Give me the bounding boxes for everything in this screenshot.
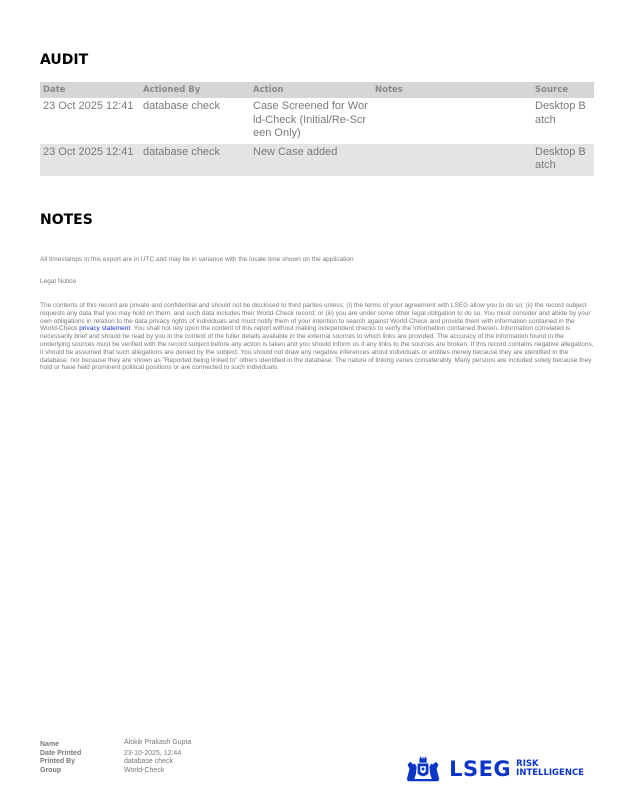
notes-heading: NOTES (40, 212, 93, 228)
cell-actioned-by: database check (140, 144, 250, 176)
cell-source: Desktop Batch (532, 144, 594, 176)
timezone-note: All timestamps in this export are in UTC and may be in variance with the locale time shown on the application (40, 256, 354, 263)
date-printed-value: 23-10-2025, 12:44 (124, 749, 182, 757)
legal-text-part-1: The contents of this record are private and confidential and should not be disclosed to third parties unless: (i) the terms of your agreement with LSEG allow you to do so; (ii) the record subject requests any data that you may hold on them, and such data includes their World-Check record; or (iii) you are under some other legal obligation to do so. You must consider and abide by your own obligations in relation to the data privacy rights of individuals and must notify them of your intention to search against World-Check and provide them with information contained in the World-Check (40, 302, 591, 333)
audit-table (40, 82, 594, 176)
legal-text-part-2: . You shall not rely upon the content of this report without making independent checks to verify the information contained therein. Information correlated is necessarily brief and should be read by you in the context of the fuller details available in the external sources to which links are provided. The accuracy of the information found in the underlying sources must be verified with the record subject before any action is taken and you should inform us if any links to the sources are broken. If this record contains negative allegations, it should be assumed that such allegations are denied by the subject. You should not draw any negative inferences about individuals or entities merely because they are identified in the database, nor because they are shown as "Reported being linked to" others identified in the database. The nature of linking varies considerably. Many persons are included solely because they hold or have held prominent political positions or are connected to such individuals. (40, 325, 594, 372)
cell-action: Case Screened for World-Check (Initial/Re-Screen Only) (253, 100, 368, 139)
legal-notice-label: Legal Notice (40, 278, 77, 285)
cell-source: Desktop Batch (535, 100, 586, 126)
logo-subtitle-line-1: RISK (516, 759, 539, 769)
privacy-statement-link[interactable]: privacy statement (79, 325, 131, 333)
column-header-notes: Notes (372, 82, 532, 98)
logo-subtitle-line-2: INTELLIGENCE (516, 768, 584, 778)
table-row (40, 98, 594, 144)
cell-date: 23 Oct 2025 12:41 (43, 100, 134, 112)
audit-header-row (40, 82, 594, 98)
cell-actioned-by: database check (143, 100, 221, 112)
column-header-action: Action (250, 82, 372, 98)
cell-action: New Case added (250, 144, 372, 176)
printed-by-value: database check (124, 758, 174, 766)
group-value: World-Check (124, 766, 165, 774)
table-row (40, 144, 594, 176)
print-details (40, 739, 244, 775)
cell-notes (372, 98, 532, 144)
group-label: Group (40, 766, 61, 774)
date-printed-label: Date Printed (40, 749, 82, 757)
printed-by-label: Printed By (40, 758, 76, 766)
logo-subtitle (516, 760, 584, 778)
cell-date: 23 Oct 2025 12:41 (40, 144, 140, 176)
column-header-source: Source (532, 82, 594, 98)
lseg-logo (404, 755, 584, 783)
cell-notes (372, 144, 532, 176)
column-header-date: Date (40, 82, 140, 98)
legal-notice-text (40, 302, 594, 372)
name-label: Name (40, 741, 60, 748)
lion-unicorn-crest-icon (404, 755, 442, 783)
column-header-actioned-by: Actioned By (140, 82, 250, 98)
audit-heading: AUDIT (40, 52, 89, 68)
logo-wordmark: LSEG (449, 756, 512, 781)
name-value: Alokik Prakash Gupta (124, 739, 192, 746)
